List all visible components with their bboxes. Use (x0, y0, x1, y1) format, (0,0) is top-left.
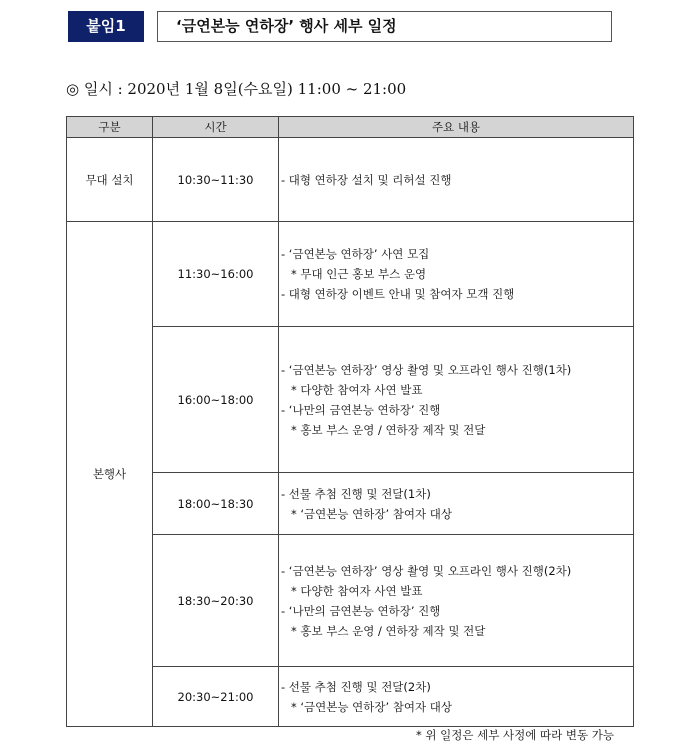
table-row (67, 473, 634, 535)
content-cell (279, 327, 634, 473)
document-title: ‘금연본능 연하장’ 행사 세부 일정 (157, 11, 612, 42)
content-subline: * ‘금연본능 연하장’ 참여자 대상 (291, 506, 452, 521)
header-content: 주요 내용 (279, 117, 634, 138)
content-subline: * 무대 인근 홍보 부스 운영 (291, 267, 427, 281)
content-line: - 대형 연하장 설치 및 리허설 진행 (281, 172, 452, 187)
document-header (68, 11, 612, 42)
content-line: - 선물 추첨 진행 및 전달(2차) (281, 679, 431, 694)
content-line: - ‘금연본능 연하장’ 영상 촬영 및 오프라인 행사 진행(1차) (281, 362, 572, 377)
table-row (67, 138, 634, 222)
content-subline: * 다양한 참여자 사연 발표 (291, 583, 423, 598)
content-subline: * ‘금연본능 연하장’ 참여자 대상 (291, 699, 452, 714)
content-cell (279, 667, 634, 727)
footnote: * 위 일정은 세부 사정에 따라 변동 가능 (416, 728, 614, 742)
content-cell (279, 535, 634, 667)
time-cell: 20:30~21:00 (153, 667, 279, 727)
time-cell: 10:30~11:30 (153, 138, 279, 222)
content-line: - 선물 추첨 진행 및 전달(1차) (281, 486, 431, 501)
table-header-row (67, 117, 634, 138)
table-row (67, 667, 634, 727)
table-row (67, 535, 634, 667)
table-row (67, 327, 634, 473)
event-datetime: ◎ 일시 : 2020년 1월 8일(수요일) 11:00 ~ 21:00 (66, 80, 407, 98)
category-cell: 무대 설치 (67, 138, 153, 222)
content-cell (279, 138, 634, 222)
content-subline: * 홍보 부스 운영 / 연하장 제작 및 전달 (291, 422, 486, 437)
content-line: - ‘나만의 금연본능 연하장’ 진행 (281, 402, 441, 417)
content-line: - ‘나만의 금연본능 연하장’ 진행 (281, 603, 441, 618)
attachment-badge: 붙임1 (68, 11, 144, 42)
time-cell: 18:30~20:30 (153, 535, 279, 667)
content-line: - 대형 연하장 이벤트 안내 및 참여자 모객 진행 (281, 287, 515, 301)
content-line: - ‘금연본능 연하장’ 사연 모집 (281, 247, 430, 261)
time-cell: 18:00~18:30 (153, 473, 279, 535)
content-cell (279, 473, 634, 535)
content-subline: * 홍보 부스 운영 / 연하장 제작 및 전달 (291, 623, 486, 638)
content-subline: * 다양한 참여자 사연 발표 (291, 382, 423, 397)
content-cell (279, 222, 634, 327)
header-category: 구분 (67, 117, 153, 138)
table-row (67, 222, 634, 327)
header-time: 시간 (153, 117, 279, 138)
content-line: - ‘금연본능 연하장’ 영상 촬영 및 오프라인 행사 진행(2차) (281, 563, 572, 578)
time-cell: 16:00~18:00 (153, 327, 279, 473)
category-cell: 본행사 (67, 222, 153, 727)
schedule-table (66, 116, 634, 727)
time-cell: 11:30~16:00 (153, 222, 279, 327)
